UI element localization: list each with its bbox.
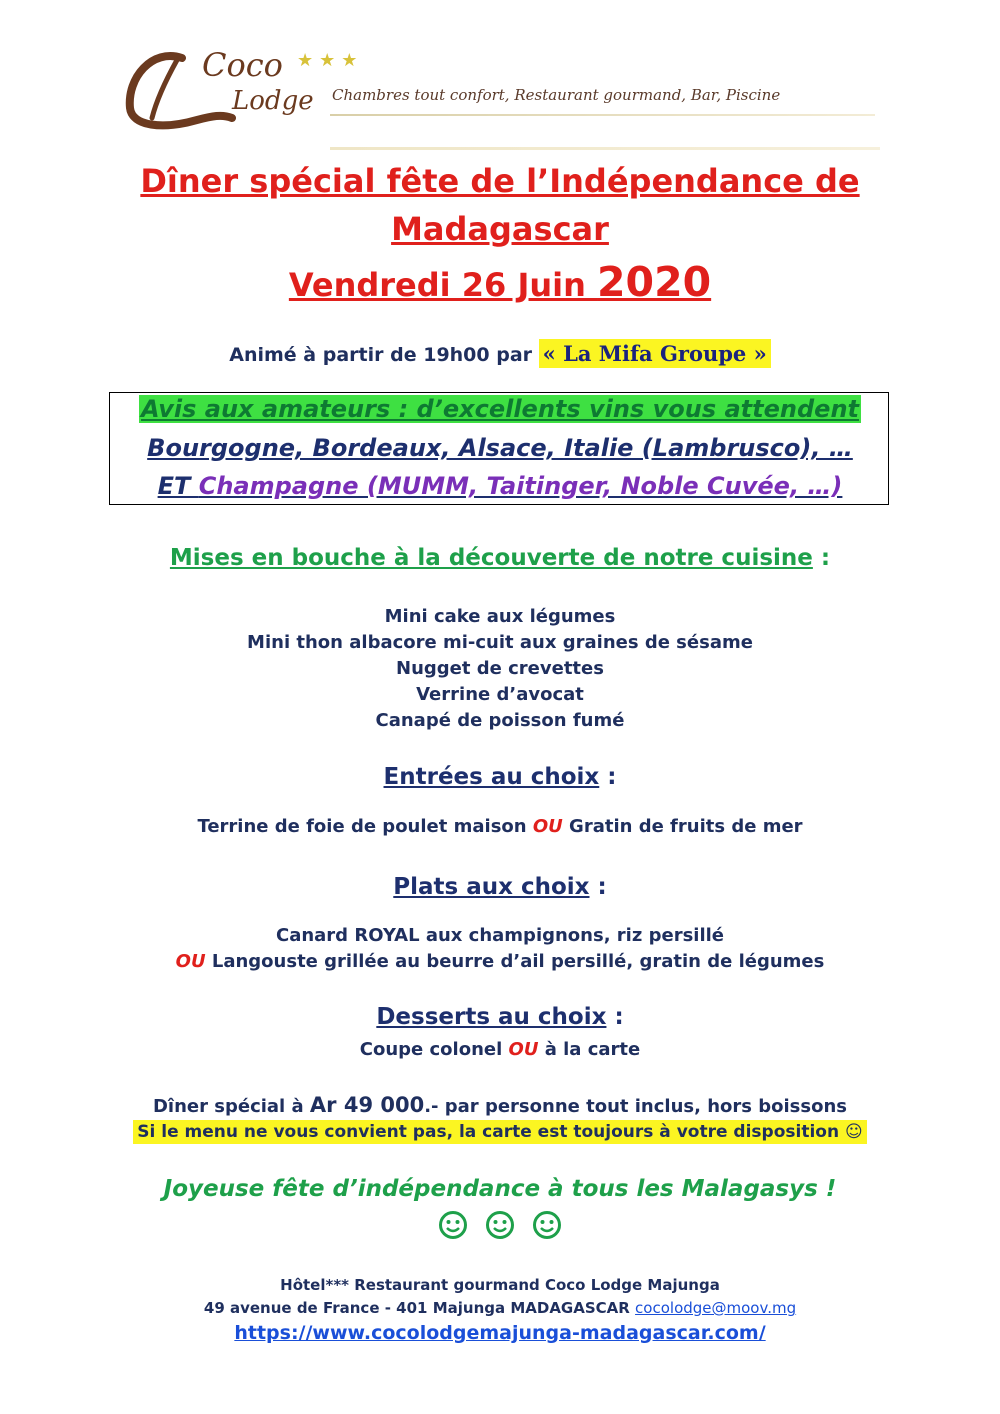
footer-address: 49 avenue de France - 401 Majunga MADAGASCAR: [203, 1299, 636, 1317]
entree-option-2: Gratin de fruits de mer: [562, 816, 803, 837]
smiley-icon: [485, 1210, 515, 1240]
wine-line-3: [0, 472, 1000, 500]
champagne-list: Champagne (MUMM, Taitinger, Noble Cuvée, …): [198, 472, 843, 500]
logo-word-coco: Coco: [202, 46, 283, 84]
email-link[interactable]: cocolodge@moov.mg: [635, 1299, 797, 1317]
title-line-2: Madagascar: [391, 210, 609, 248]
plats-heading: [0, 874, 1000, 900]
band-name: « La Mifa Groupe »: [539, 339, 771, 368]
logo-word-lodge: Lodge: [232, 86, 314, 116]
rating-stars: ★★★: [297, 50, 364, 71]
or-label: OU: [532, 816, 563, 837]
price-suffix: .- par personne tout inclus, hors boissons: [424, 1096, 848, 1117]
plats-colon: :: [589, 874, 607, 900]
footer-address-line: [0, 1299, 1000, 1317]
plat-option-2-line: [0, 949, 1000, 975]
entrees-options: [0, 814, 1000, 840]
desserts-heading-text: Desserts au choix: [376, 1004, 607, 1030]
price-amount: Ar 49 000: [309, 1093, 425, 1117]
greeting: Joyeuse fête d’indépendance à tous les Malagasys !: [163, 1176, 837, 1202]
tagline: Chambres tout confort, Restaurant gourmand, Bar, Piscine: [332, 86, 781, 104]
title-line-1: Dîner spécial fête de l’Indépendance de: [140, 162, 860, 200]
amuse-item: Verrine d’avocat: [416, 684, 584, 705]
price-prefix: Dîner spécial à: [152, 1096, 310, 1117]
footer-website-line: [0, 1322, 1000, 1344]
smiley-row: [0, 1210, 1000, 1244]
entrees-colon: :: [599, 764, 617, 790]
event-year: 2020: [597, 258, 712, 306]
amuse-bouche-heading: [0, 545, 1000, 571]
price-line: [0, 1093, 1000, 1117]
smiley-icon: [532, 1210, 562, 1240]
amuse-bouche-heading-text: Mises en bouche à la découverte de notre cuisine: [169, 545, 813, 571]
smiley-icon: [438, 1210, 468, 1240]
amuse-item: Nugget de crevettes: [396, 658, 604, 679]
wine-line-1: [0, 395, 1000, 423]
header-rule-lower: [330, 147, 880, 150]
desserts-heading: [0, 1004, 1000, 1030]
plat-option-1: Canard ROYAL aux champignons, riz persillé: [275, 925, 724, 946]
header-rule: [330, 114, 875, 116]
dessert-option-2: à la carte: [538, 1039, 641, 1060]
entree-option-1: Terrine de foie de poulet maison: [197, 816, 533, 837]
menu-note-text: Si le menu ne vous convient pas, la carte est toujours à votre disposition ☺: [133, 1120, 866, 1144]
menu-note: [0, 1122, 1000, 1142]
entrees-heading-text: Entrées au choix: [383, 764, 600, 790]
plats-heading-text: Plats aux choix: [393, 874, 590, 900]
website-link[interactable]: https://www.cocolodgemajunga-madagascar.com/: [234, 1322, 766, 1344]
event-date-text: Vendredi 26 Juin: [288, 266, 598, 304]
or-label: OU: [508, 1039, 539, 1060]
animation-prefix: Animé à partir de 19h00 par: [229, 344, 539, 366]
wine-headline: Avis aux amateurs : d’excellents vins vous attendent: [140, 395, 860, 423]
desserts-colon: :: [606, 1004, 624, 1030]
dessert-option-1: Coupe colonel: [359, 1039, 509, 1060]
amuse-item: Mini cake aux légumes: [384, 606, 616, 627]
animation-line: [0, 341, 1000, 366]
amuse-bouche-colon: :: [812, 545, 831, 571]
wine-line-2: Bourgogne, Bordeaux, Alsace, Italie (Lambrusco), …: [147, 434, 853, 462]
wine-et: ET: [157, 472, 199, 500]
plat-option-2: Langouste grillée au beurre d’ail persillé, gratin de légumes: [205, 951, 825, 972]
amuse-item: Mini thon albacore mi-cuit aux graines de sésame: [247, 632, 753, 653]
entrees-heading: [0, 764, 1000, 790]
or-label: OU: [175, 951, 206, 972]
event-date: [0, 258, 1000, 306]
logo: [122, 38, 322, 138]
amuse-item: Canapé de poisson fumé: [375, 710, 625, 731]
footer-hotel-name: Hôtel*** Restaurant gourmand Coco Lodge Majunga: [280, 1276, 720, 1294]
desserts-options: [0, 1037, 1000, 1063]
